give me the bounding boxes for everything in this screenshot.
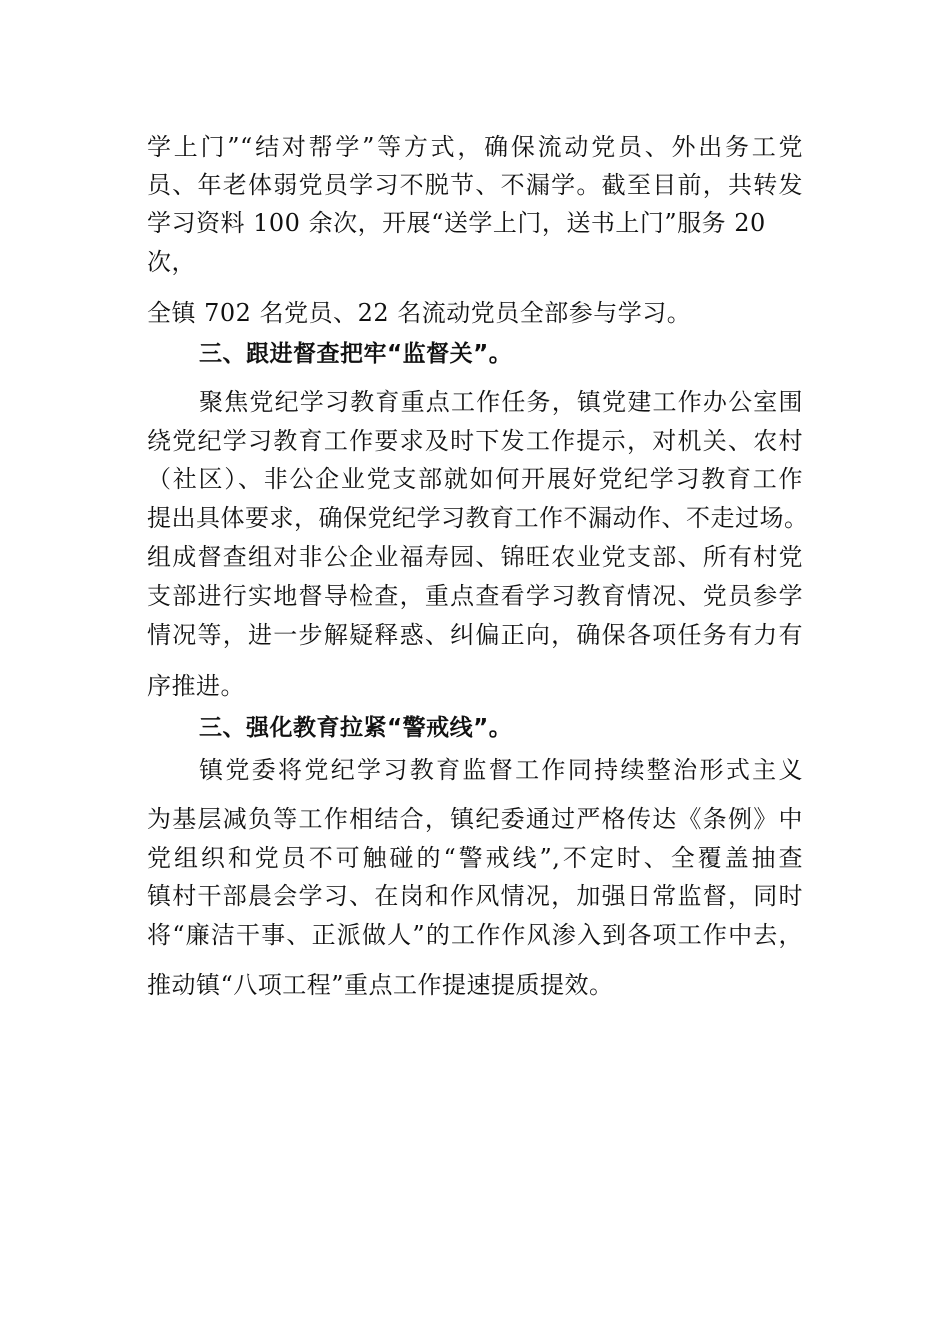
body-text-line: 序推进。: [147, 672, 245, 700]
body-text-line: 镇党委将党纪学习教育监督工作同持续整治形式主义: [199, 756, 803, 784]
section-heading: 三、强化教育拉紧“警戒线”。: [199, 715, 513, 741]
body-text-line: 将“廉洁干事、正派做人”的工作作风渗入到各项工作中去，: [147, 921, 803, 949]
body-text-line: 支部进行实地督导检查，重点查看学习教育情况、党员参学: [147, 582, 803, 610]
body-text-line: 员、年老体弱党员学习不脱节、不漏学。截至目前，共转发: [147, 171, 803, 199]
body-text-line: 提出具体要求，确保党纪学习教育工作不漏动作、不走过场。: [147, 504, 809, 532]
body-text-line: 全镇 702 名党员、22 名流动党员全部参与学习。: [147, 299, 692, 327]
body-text-line: 镇村干部晨会学习、在岗和作风情况，加强日常监督，同时: [147, 882, 803, 910]
body-text-line: 党组织和党员不可触碰的“警戒线”,不定时、全覆盖抽查: [147, 844, 803, 872]
section-heading: 三、跟进督查把牢“监督关”。: [199, 341, 513, 367]
body-text-line: 聚焦党纪学习教育重点工作任务，镇党建工作办公室围: [199, 388, 803, 416]
body-text-line: 绕党纪学习教育工作要求及时下发工作提示，对机关、农村: [147, 427, 803, 455]
body-text-line: 推动镇“八项工程”重点工作提速提质提效。: [147, 971, 614, 999]
body-text-line: （社区）、非公企业党支部就如何开展好党纪学习教育工作: [147, 465, 803, 493]
body-text-line: 组成督查组对非公企业福寿园、锦旺农业党支部、所有村党: [147, 543, 803, 571]
body-text-line: 情况等，进一步解疑释惑、纠偏正向，确保各项任务有力有: [147, 621, 803, 649]
body-text-line: 次，: [147, 248, 196, 276]
body-text-line: 为基层减负等工作相结合，镇纪委通过严格传达《条例》中: [147, 805, 803, 833]
body-text-line: 学习资料 100 余次，开展“送学上门，送书上门”服务 20: [147, 209, 766, 237]
body-text-line: 学上门”“结对帮学”等方式，确保流动党员、外出务工党: [147, 133, 803, 161]
